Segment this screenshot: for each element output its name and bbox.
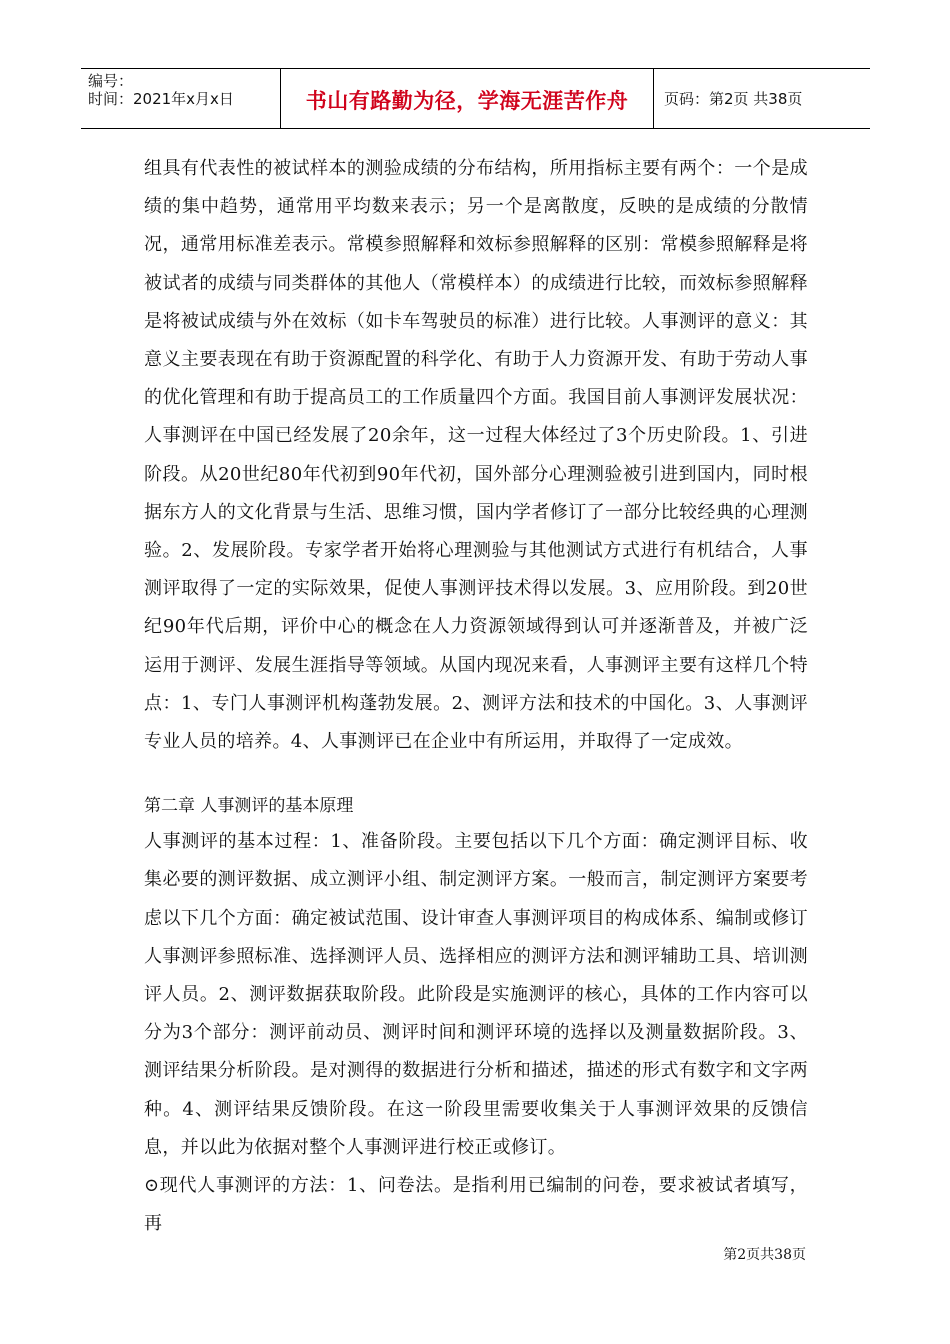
header-code-label: 编号： <box>88 72 134 90</box>
body-paragraph-1: 组具有代表性的被试样本的测验成绩的分布结构，所用指标主要有两个：一个是成绩的集中趋势，通常用平均数来表示；另一个是离散度，反映的是成绩的分散情况，通常用标准差表示。常模参照解释和效标参照解释的区别：常模参照解释是将被试者的成绩与同类群体的其他人（常模样本）的成绩进行比较，而效标参照解释是将被试成绩与外在效标（如卡车驾驶员的标准）进行比较。人事测评的意义：其意义主要表现在有助于资源配置的科学化、有助于人力资源开发、有助于劳动人事的优化管理和有助于提高员工的工作质量四个方面。我国目前人事测评发展状况：人事测评在中国已经发展了20余年，这一过程大体经过了3个历史阶段。1、引进阶段。从20世纪80年代初到90年代初，国外部分心理测验被引进到国内，同时根据东方人的文化背景与生活、思维习惯，国内学者修订了一部分比较经典的心理测验。2、发展阶段。专家学者开始将心理测验与其他测试方式进行有机结合，人事测评取得了一定的实际效果，促使人事测评技术得以发展。3、应用阶段。到20世纪90年代后期，评价中心的概念在人力资源领域得到认可并逐渐普及，并被广泛运用于测评、发展生涯指导等领域。从国内现况来看，人事测评主要有这样几个特点：1、专门人事测评机构蓬勃发展。2、测评方法和技术的中国化。3、人事测评专业人员的培养。4、人事测评已在企业中有所运用，并取得了一定成效。 <box>144 158 808 753</box>
page-header <box>81 68 870 129</box>
header-motto: 书山有路勤为径，学海无涯苦作舟 <box>281 69 654 128</box>
chapter-title: 第二章 人事测评的基本原理 <box>144 796 354 817</box>
body-paragraph-3: ⊙现代人事测评的方法：1、问卷法。是指利用已编制的问卷，要求被试者填写，再 <box>144 1175 808 1235</box>
page-footer-number: 第2页共38页 <box>723 1247 806 1263</box>
header-date-label: 时间：2021年x月x日 <box>88 90 234 108</box>
header-page-label: 页码：第2页 共38页 <box>664 90 803 108</box>
document-body <box>144 150 808 1243</box>
header-meta-cell <box>81 69 281 128</box>
body-paragraph-2: 人事测评的基本过程：1、准备阶段。主要包括以下几个方面：确定测评目标、收集必要的测评数据、成立测评小组、制定测评方案。一般而言，制定测评方案要考虑以下几个方面：确定被试范围、设计审查人事测评项目的构成体系、编制或修订人事测评参照标准、选择测评人员、选择相应的测评方法和测评辅助工具、培训测评人员。2、测评数据获取阶段。此阶段是实施测评的核心，具体的工作内容可以分为3个部分：测评前动员、测评时间和测评环境的选择以及测量数据阶段。3、测评结果分析阶段。是对测得的数据进行分析和描述，描述的形式有数字和文字两种。4、测评结果反馈阶段。在这一阶段里需要收集关于人事测评效果的反馈信息，并以此为依据对整个人事测评进行校正或修订。 <box>144 831 808 1158</box>
